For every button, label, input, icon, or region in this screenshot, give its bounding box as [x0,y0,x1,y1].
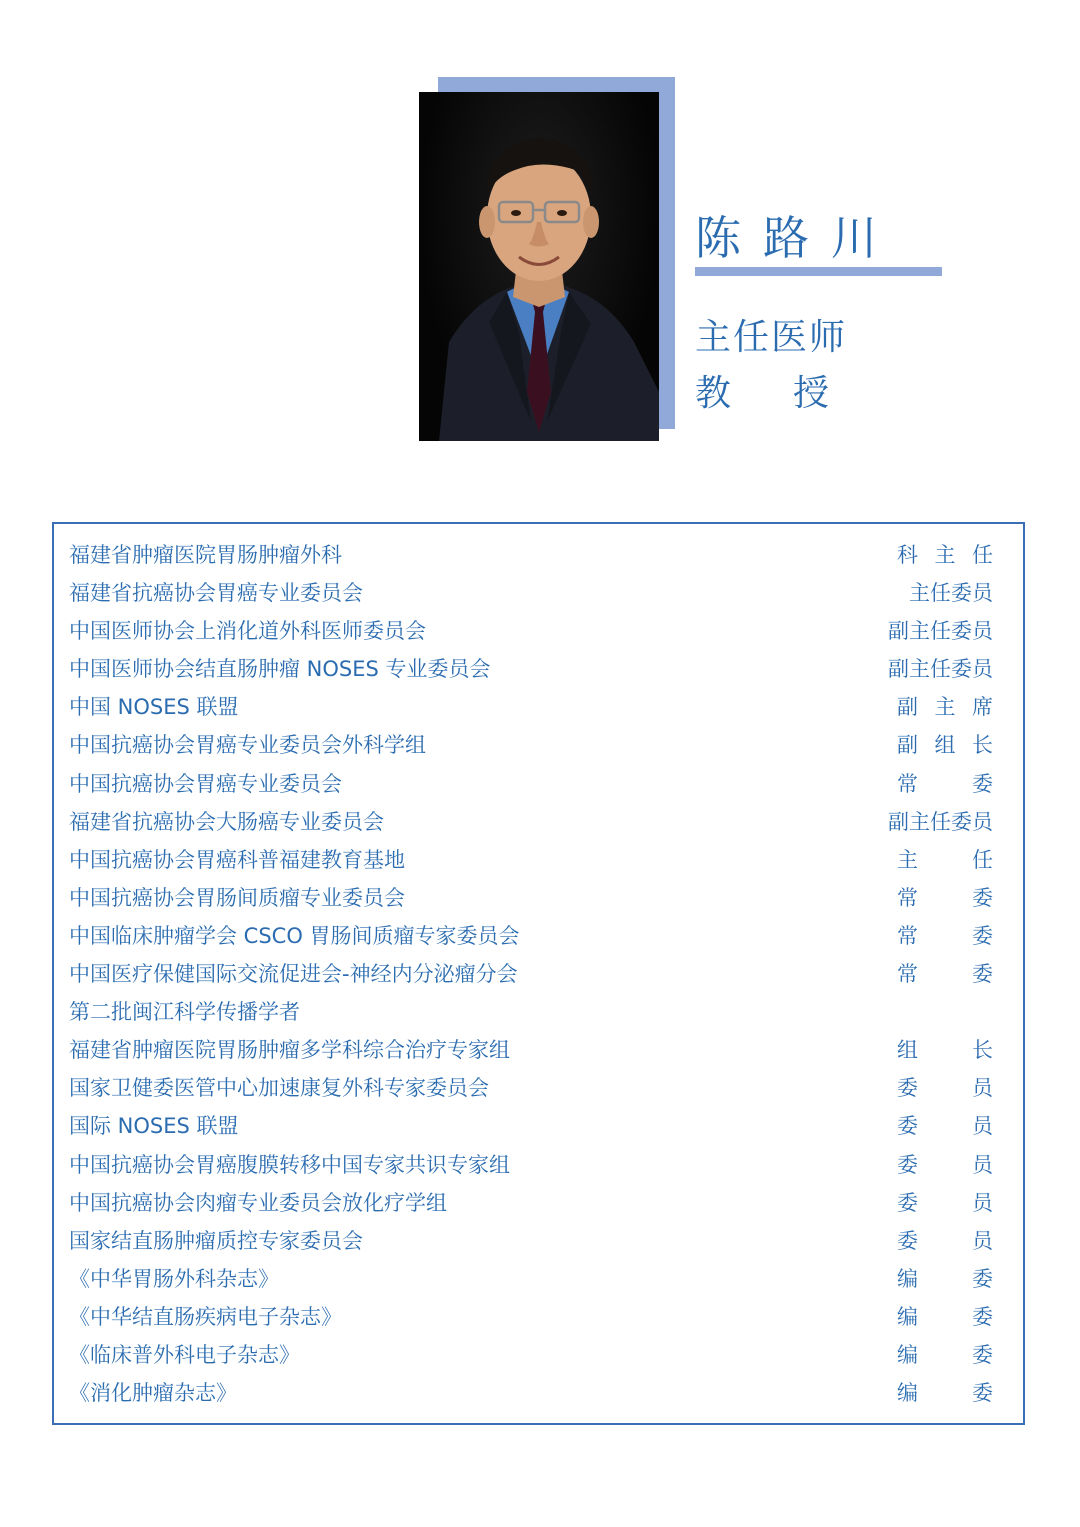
role-organization: 中国 NOSES 联盟 [69,695,239,720]
doctor-name-char: 川 [831,211,899,265]
role-position [897,1336,993,1374]
role-position-text: 常 [897,962,918,987]
role-position [875,612,993,650]
name-underline [695,267,942,276]
title-professor-char: 教 [695,373,732,414]
role-position-text: 主 [897,847,918,872]
role-row [69,612,993,650]
role-row [69,1260,993,1298]
doctor-name-char: 陈 [695,211,763,265]
role-position [897,726,993,764]
role-position-text: 编 [897,1304,918,1329]
role-row [69,1298,993,1336]
role-row [69,1336,993,1374]
role-row [69,726,993,764]
role-row [69,993,993,1031]
role-position-text: 常 [897,771,918,796]
doctor-name-char: 路 [763,211,831,265]
role-row [69,650,993,688]
role-position [875,803,993,841]
role-position-text: 副主任委员 [888,619,993,644]
role-row [69,1374,993,1412]
role-position-text: 常 [897,923,918,948]
role-position-text: 主 [934,543,956,567]
role-position-text: 副主任委员 [888,809,993,834]
role-row [69,1222,993,1260]
role-organization: 中国医师协会结直肠肿瘤 NOSES 专业委员会 [69,657,491,682]
role-row [69,917,993,955]
role-position-text: 任 [972,847,993,872]
role-position-text: 委 [972,771,993,796]
role-row [69,765,993,803]
role-position [897,688,993,726]
role-organization: 国家卫健委医管中心加速康复外科专家委员会 [69,1076,489,1101]
role-position [897,1260,993,1298]
role-position-text: 长 [972,1038,993,1063]
role-row [69,574,993,612]
role-position-text: 委 [972,1304,993,1329]
role-row [69,688,993,726]
role-row [69,879,993,917]
role-position [875,650,993,688]
role-position-text: 委 [972,1381,993,1406]
role-position [897,917,993,955]
role-position-text: 委 [972,885,993,910]
role-row [69,841,993,879]
role-position [897,1222,993,1260]
role-row [69,1031,993,1069]
role-organization: 中国医疗保健国际交流促进会-神经内分泌瘤分会 [69,962,518,987]
role-row [69,1107,993,1145]
role-row [69,1069,993,1107]
role-position-text: 副主任委员 [888,657,993,682]
role-position [897,1069,993,1107]
role-position-text: 委 [972,962,993,987]
title-chief-physician: 主任医师 [695,317,848,358]
role-position-text: 科 [897,543,918,567]
role-organization: 福建省抗癌协会胃癌专业委员会 [69,581,363,606]
role-organization: 福建省抗癌协会大肠癌专业委员会 [69,809,384,834]
doctor-portrait-photo [419,92,659,441]
role-organization: 中国抗癌协会胃癌科普福建教育基地 [69,847,405,872]
role-row [69,536,993,574]
role-position-text: 组 [934,733,956,758]
role-position [897,765,993,803]
role-position-text: 席 [972,695,993,720]
roles-list [69,536,993,1412]
role-position-text: 员 [972,1114,993,1139]
role-organization: 福建省肿瘤医院胃肠肿瘤外科 [69,543,342,567]
role-position-text: 员 [972,1228,993,1253]
role-organization: 中国抗癌协会胃癌专业委员会 [69,771,342,796]
role-position-text: 委 [972,923,993,948]
role-organization: 福建省肿瘤医院胃肠肿瘤多学科综合治疗专家组 [69,1038,510,1063]
role-position [897,1184,993,1222]
role-organization: 中国抗癌协会胃肠间质瘤专业委员会 [69,885,405,910]
role-position [897,1298,993,1336]
role-position [897,1374,993,1412]
role-organization: 中国抗癌协会胃癌腹膜转移中国专家共识专家组 [69,1152,510,1177]
role-position-text: 组 [897,1038,918,1063]
doctor-name [695,202,899,268]
role-organization: 第二批闽江科学传播学者 [69,1000,300,1025]
role-row [69,1184,993,1222]
role-organization: 中国抗癌协会肉瘤专业委员会放化疗学组 [69,1190,447,1215]
role-organization: 《临床普外科电子杂志》 [69,1342,300,1367]
role-organization: 《中华胃肠外科杂志》 [69,1266,279,1291]
role-position-text: 员 [972,1076,993,1101]
role-position-text: 编 [897,1342,918,1367]
roles-panel [52,522,1025,1425]
doctor-portrait-icon [419,92,659,441]
role-position [897,955,993,993]
role-position-text: 委 [972,1342,993,1367]
role-organization: 国家结直肠肿瘤质控专家委员会 [69,1228,363,1253]
role-position-text: 编 [897,1266,918,1291]
role-position-text: 委 [897,1076,918,1101]
role-position-text: 长 [972,733,993,758]
role-row [69,955,993,993]
role-organization: 国际 NOSES 联盟 [69,1114,239,1139]
role-organization: 《中华结直肠疾病电子杂志》 [69,1304,342,1329]
role-position [897,1031,993,1069]
title-professor [695,365,829,416]
role-position [897,879,993,917]
role-position [897,574,993,612]
role-organization: 《消化肿瘤杂志》 [69,1381,237,1406]
role-organization: 中国临床肿瘤学会 CSCO 胃肠间质瘤专家委员会 [69,923,520,948]
role-position-text: 员 [972,1190,993,1215]
title-professor-char: 授 [793,373,830,414]
role-position-text: 主任委员 [909,581,993,606]
role-position-text: 常 [897,885,918,910]
role-position-text: 委 [897,1190,918,1215]
role-row [69,803,993,841]
role-position-text: 副 [897,733,918,758]
role-position [897,841,993,879]
role-position-text: 委 [897,1228,918,1253]
role-organization: 中国医师协会上消化道外科医师委员会 [69,619,426,644]
role-position [897,536,993,574]
role-position-text: 任 [972,543,993,567]
role-position-text: 员 [972,1152,993,1177]
role-position-text: 副 [897,695,918,720]
role-position-text: 委 [897,1114,918,1139]
role-row [69,1146,993,1184]
role-position-text: 主 [934,695,956,720]
role-organization: 中国抗癌协会胃癌专业委员会外科学组 [69,733,426,758]
role-position-text: 委 [972,1266,993,1291]
role-position-text: 编 [897,1381,918,1406]
role-position-text: 委 [897,1152,918,1177]
role-position [897,1146,993,1184]
role-position [897,1107,993,1145]
